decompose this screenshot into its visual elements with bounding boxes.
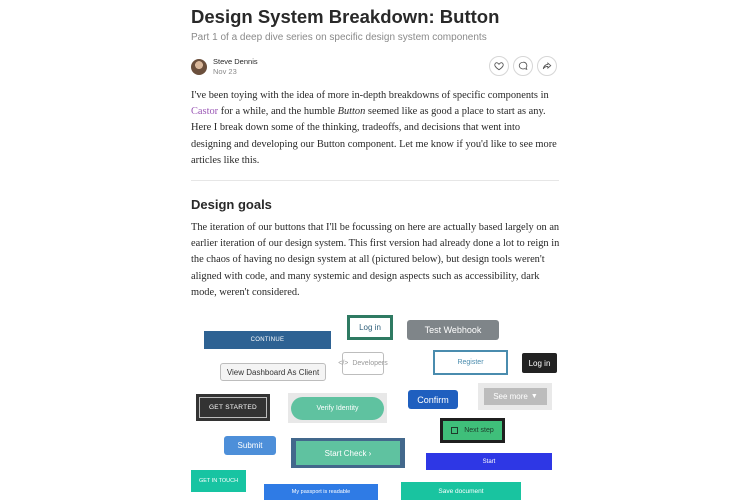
developers-label: Developers: [352, 360, 388, 367]
section-paragraph: The iteration of our buttons that I'll be focussing on here are actually based largely on an earlier iteration of our design system. This first version had already done a lot to reign in the chaos of having no design system at all (pictured below), but design tools weren't aligned with code, and many systemic and design aspects such as accessibility, dark mode, weren't considered.: [191, 222, 560, 298]
next-step-button: [443, 421, 502, 440]
article-subtitle: Part 1 of a deep dive series on specific design system components: [191, 32, 487, 43]
test-webhook-button: Test Webhook: [407, 320, 499, 340]
continue-button: CONTINUE: [204, 331, 331, 349]
author-name[interactable]: Steve Dennis: [213, 57, 258, 66]
intro-text-1: I've been toying with the idea of more in-depth breakdowns of specific components in: [191, 90, 549, 101]
get-started-inner-border: [199, 397, 267, 418]
start-button: Start: [426, 453, 552, 470]
checkbox-icon: [451, 427, 458, 434]
chevron-down-icon: ▼: [530, 393, 538, 400]
confirm-button: Confirm: [408, 390, 458, 409]
get-started-button: [196, 394, 270, 421]
register-button: Register: [433, 350, 508, 375]
start-check-button: Start Check ›: [296, 441, 400, 465]
intro-text-3: seemed like as good a place to start as any. Here I break down some of the thinking, tradeoffs, and decisions that went into designing and developing our Button component. Let me know if you'd like to see more articles like this.: [191, 106, 557, 166]
submit-button: Submit: [224, 436, 276, 455]
article-title: Design System Breakdown: Button: [191, 6, 500, 27]
save-document-button: Save document: [401, 482, 521, 500]
section-heading: Design goals: [191, 197, 272, 212]
code-icon: </>: [338, 360, 349, 367]
intro-text-2: for a while, and the humble: [218, 106, 338, 118]
get-in-touch-button: GET IN TOUCH: [191, 470, 246, 492]
castor-link[interactable]: Castor: [191, 106, 219, 118]
publish-date: Nov 23: [213, 67, 237, 76]
see-more-button: [484, 388, 547, 405]
see-more-label: See more: [493, 392, 528, 401]
next-step-label: Next step: [464, 427, 494, 434]
verify-identity-button: Verify Identity: [291, 397, 384, 420]
passport-readable-button: My passport is readable: [264, 484, 378, 500]
intro-emphasis: Button: [337, 106, 366, 118]
login-dark-button: Log in: [522, 353, 557, 373]
developers-button: [338, 352, 388, 375]
login-outline-button: Log in: [347, 315, 393, 340]
get-started-label: GET STARTED: [208, 404, 258, 411]
view-dashboard-button: View Dashboard As Client: [220, 363, 326, 381]
